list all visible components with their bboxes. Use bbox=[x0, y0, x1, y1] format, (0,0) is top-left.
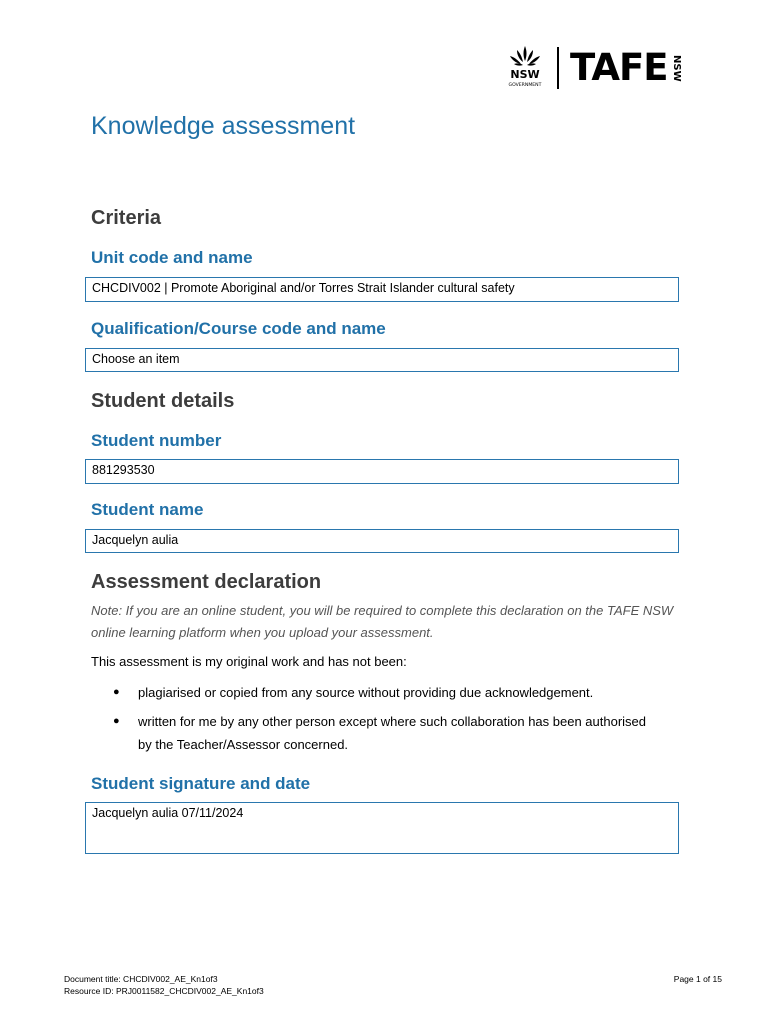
signature-date-field[interactable]: Jacquelyn aulia 07/11/2024 bbox=[85, 802, 679, 854]
qualification-dropdown[interactable]: Choose an item bbox=[85, 348, 679, 372]
page-title: Knowledge assessment bbox=[91, 112, 356, 140]
qualification-label: Qualification/Course code and name bbox=[91, 319, 386, 338]
footer-resource-id: Resource ID: PRJ0011582_CHCDIV002_AE_Kn1of3 bbox=[64, 986, 264, 996]
unit-code-label: Unit code and name bbox=[91, 248, 253, 267]
bullet-text: written for me by any other person except where such collaboration has been authorised by the Teacher/Assessor concerned. bbox=[138, 714, 647, 752]
footer-document-title: Document title: CHCDIV002_AE_Kn1of3 bbox=[64, 974, 218, 984]
unit-code-field[interactable]: CHCDIV002 | Promote Aboriginal and/or Torres Strait Islander cultural safety bbox=[85, 277, 679, 302]
student-number-label: Student number bbox=[91, 431, 222, 450]
nsw-text: NSW bbox=[510, 68, 540, 81]
list-item bbox=[0, 681, 768, 704]
logo-divider bbox=[557, 47, 559, 89]
tafe-wordmark: TAFE bbox=[570, 46, 668, 89]
criteria-heading: Criteria bbox=[91, 207, 162, 229]
student-name-field[interactable]: Jacquelyn aulia bbox=[85, 529, 679, 553]
footer-page-number: Page 1 of 15 bbox=[673, 974, 722, 984]
bullet-icon: ● bbox=[113, 686, 120, 698]
tafe-nsw-suffix: NSW bbox=[671, 55, 682, 82]
bullet-icon: ● bbox=[113, 715, 120, 727]
waratah-icon bbox=[502, 44, 548, 90]
signature-label: Student signature and date bbox=[91, 774, 311, 793]
government-text: GOVERNMENT bbox=[508, 83, 542, 88]
online-student-note: Note: If you are an online student, you will be required to complete this declaration on the TAFE NSW online learning platform when you upload your assessment. bbox=[91, 603, 674, 640]
declaration-bullet-list bbox=[0, 681, 768, 756]
footer-document-info bbox=[64, 973, 264, 997]
student-name-label: Student name bbox=[91, 500, 204, 519]
student-number-field[interactable]: 881293530 bbox=[85, 459, 679, 484]
list-item bbox=[0, 710, 768, 756]
bullet-text: plagiarised or copied from any source without providing due acknowledgement. bbox=[138, 685, 594, 700]
student-details-heading: Student details bbox=[91, 390, 235, 412]
assessment-declaration-heading: Assessment declaration bbox=[91, 571, 322, 593]
declaration-intro: This assessment is my original work and has not been: bbox=[91, 654, 407, 669]
